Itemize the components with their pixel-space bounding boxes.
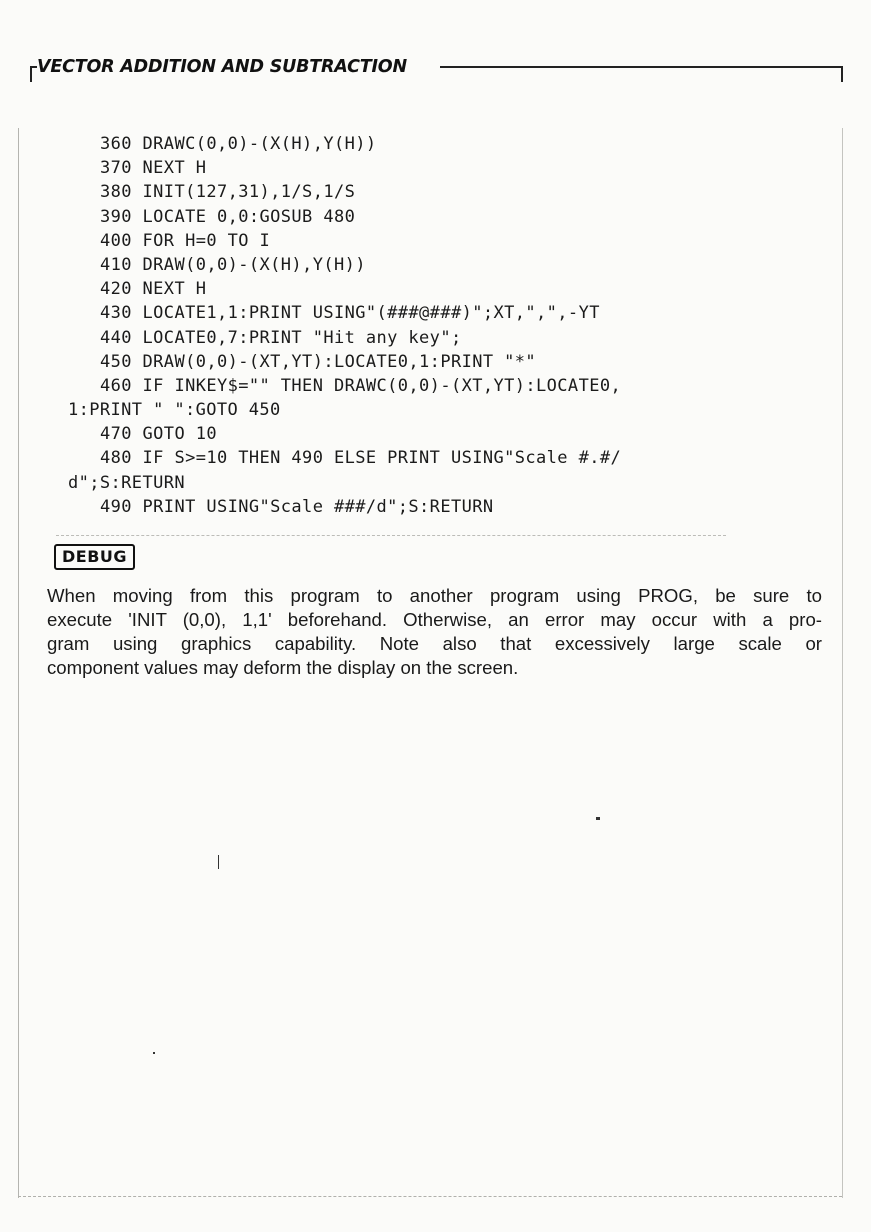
stray-mark: [596, 817, 600, 820]
separator-line: [56, 535, 726, 536]
code-line: 440 LOCATE0,7:PRINT "Hit any key";: [100, 327, 462, 348]
stray-mark: [153, 1052, 155, 1054]
header-bracket-right: [838, 66, 843, 82]
code-line-continuation: 1:PRINT " ":GOTO 450: [68, 400, 281, 421]
paragraph-line: execute 'INIT (0,0), 1,1' beforehand. Otherwise, an error may occur with a pro-: [47, 609, 822, 630]
paragraph-line: gram using graphics capability. Note also that excessively large scale or: [47, 633, 822, 654]
paragraph-line: component values may deform the display on the screen.: [47, 657, 519, 678]
code-line: 370 NEXT H: [100, 158, 207, 179]
debug-label: DEBUG: [54, 544, 135, 570]
code-line: 360 DRAWC(0,0)-(X(H),Y(H)): [100, 134, 377, 154]
code-line-continuation: d";S:RETURN: [68, 472, 185, 493]
header-rule: [440, 66, 840, 68]
frame-right-line: [842, 128, 843, 1198]
code-line: 480 IF S>=10 THEN 490 ELSE PRINT USING"Scale #.#/: [100, 448, 622, 469]
code-line: 470 GOTO 10: [100, 424, 217, 445]
code-line: 390 LOCATE 0,0:GOSUB 480: [100, 206, 356, 227]
paragraph-line: When moving from this program to another program using PROG, be sure to: [47, 585, 822, 606]
code-line: 450 DRAW(0,0)-(XT,YT):LOCATE0,1:PRINT "*": [100, 351, 537, 372]
code-listing: [68, 132, 840, 519]
frame-bottom-line: [18, 1196, 842, 1197]
code-line: 400 FOR H=0 TO I: [100, 230, 271, 251]
page-header: [30, 56, 848, 82]
code-line: 460 IF INKEY$="" THEN DRAWC(0,0)-(XT,YT):LOCATE0,: [100, 375, 622, 396]
code-line: 380 INIT(127,31),1/S,1/S: [100, 182, 356, 203]
stray-mark: [218, 855, 219, 869]
section-title: VECTOR ADDITION AND SUBTRACTION: [37, 57, 407, 77]
header-bracket-left: [30, 66, 37, 82]
code-line: 490 PRINT USING"Scale ###/d";S:RETURN: [100, 496, 494, 517]
code-line: 410 DRAW(0,0)-(X(H),Y(H)): [100, 254, 366, 275]
debug-paragraph: [47, 584, 822, 680]
frame-left-line: [18, 128, 19, 1198]
code-line: 420 NEXT H: [100, 279, 207, 300]
code-line: 430 LOCATE1,1:PRINT USING"(###@###)";XT,",",-YT: [100, 303, 600, 324]
